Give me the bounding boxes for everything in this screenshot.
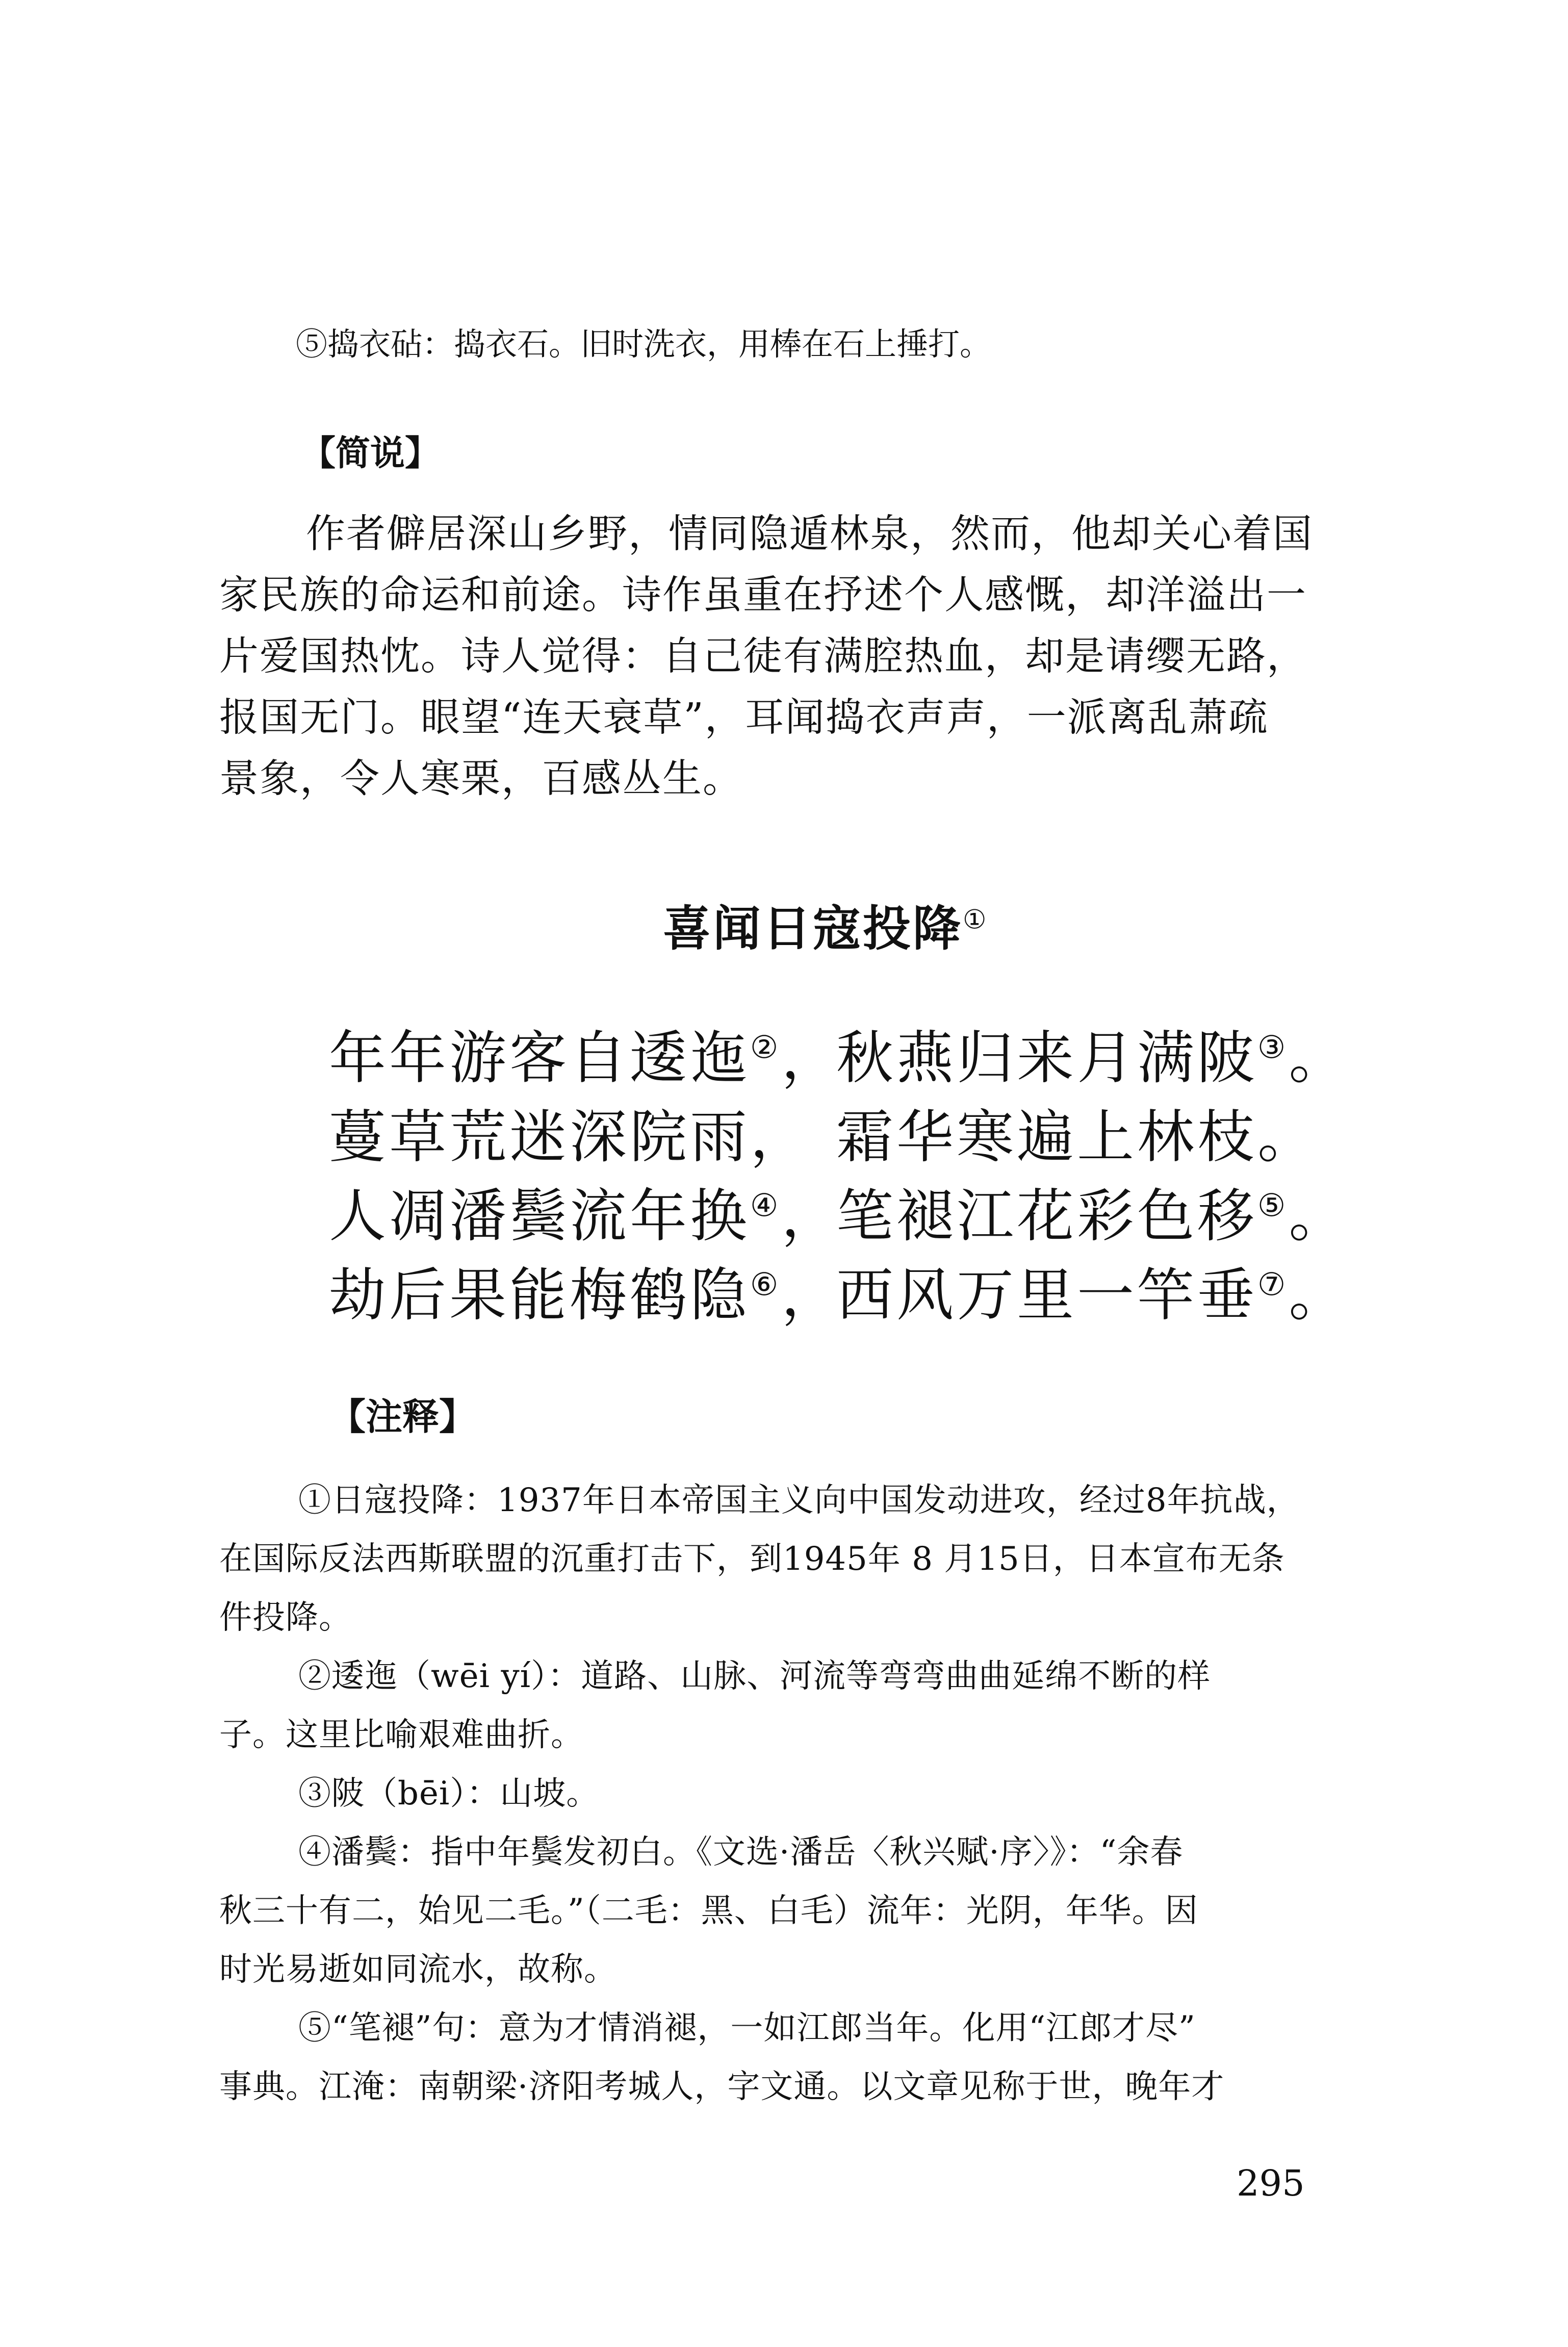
poem-line-right: 西风万里一竿垂⑦。 [836,1262,1349,1329]
annotation-line: 件投降。 [219,1599,352,1637]
poem-line-left: 年年游客自逶迤②， [329,1025,842,1091]
commentary-line: 家民族的命运和前途。诗作虽重在抒述个人感慨，却洋溢出一 [219,573,1307,618]
annotation-line: ①日寇投降：1937年日本帝国主义向中国发动进攻，经过8年抗战， [298,1482,1300,1519]
poem-line-left: 人凋潘鬓流年换④， [329,1183,842,1249]
annotation-line: 事典。江淹：南朝梁·济阳考城人，字文通。以文章见称于世，晚年才 [219,2068,1225,2106]
poem-line-right: 霜华寒遍上林枝。 [836,1104,1318,1170]
annotation-line: ③陂（bēi）：山坡。 [298,1775,600,1813]
footnote-marker: ① [963,904,989,935]
annotation-line: 子。这里比喻艰难曲折。 [219,1716,584,1754]
annotation-line: ②逶迤（wēi yí）：道路、山脉、河流等弯弯曲曲延绵不断的样 [298,1657,1211,1695]
commentary-line: 片爱国热忱。诗人觉得：自己徒有满腔热血，却是请缨无路， [219,634,1307,679]
annotation-line: 在国际反法西斯联盟的沉重打击下，到1945年 8 月15日，日本宣布无条 [219,1540,1285,1578]
annotation-line: ⑤“笔褪”句：意为才情消褪，一如江郎当年。化用“江郎才尽” [298,2009,1196,2047]
annotation-line: 秋三十有二，始见二毛。”（二毛：黑、白毛）流年：光阴，年华。因 [219,1892,1198,1930]
annotation-line: ④潘鬓：指中年鬓发初白。《文选·潘岳〈秋兴赋·序〉》：“余春 [298,1833,1184,1871]
section-heading-zhushi: 【注释】 [329,1395,476,1438]
commentary-line: 作者僻居深山乡野，情同隐遁林泉，然而，他却关心着国 [306,512,1313,557]
poem-title: 喜闻日寇投降① [663,901,989,957]
annotation-line: 时光易逝如同流水，故称。 [219,1951,617,1988]
commentary-line: 景象，令人寒栗，百感丛生。 [219,756,743,802]
poem-line-left: 蔓草荒迷深院雨， [329,1104,810,1170]
page-number: 295 [1237,2162,1305,2204]
footnote-5-continued: ⑤捣衣砧：捣衣石。旧时洗衣，用棒在石上捶打。 [296,325,992,363]
poem-line-left: 劫后果能梅鹤隐⑥， [329,1262,842,1329]
section-heading-jianshuo: 【简说】 [301,433,440,474]
poem-line-right: 笔褪江花彩色移⑤。 [836,1183,1349,1249]
poem-line-right: 秋燕归来月满陂③。 [836,1025,1349,1091]
commentary-line: 报国无门。眼望“连天衰草”，耳闻捣衣声声，一派离乱萧疏 [219,695,1269,741]
